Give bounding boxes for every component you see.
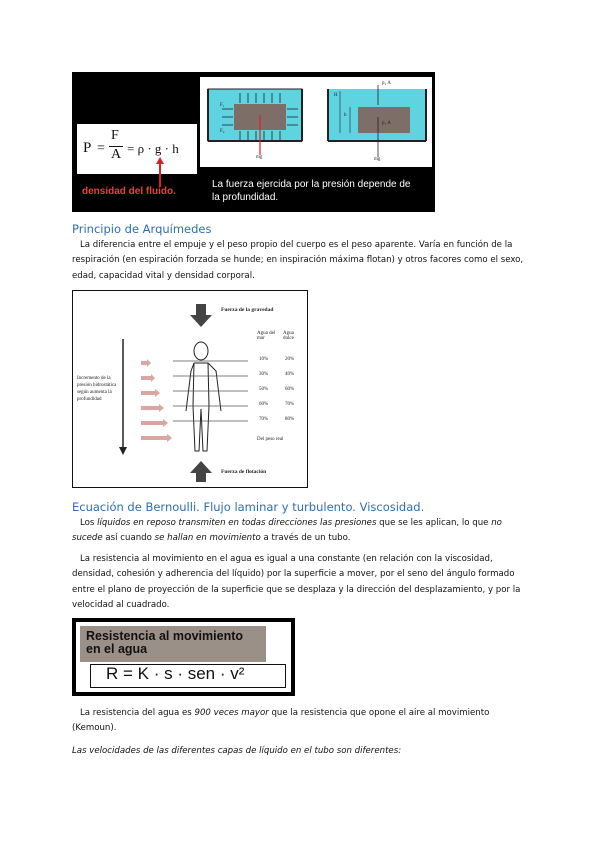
- row-sea-value: 30%: [259, 372, 269, 377]
- formula-a: A: [111, 147, 122, 162]
- tanks-diagram: [200, 77, 432, 167]
- row-fresh-value: 40%: [285, 372, 295, 377]
- resistance-formula: R = K · s · sen · v²: [106, 664, 245, 683]
- paragraph-arquimedes: La diferencia entre el empuje y el peso propio del cuerpo es el peso aparente. Varía en función de la respiración (en espiración forzada se hunde; en inspiración máxima flotan) y otros facores como el sexo, edad, capacidad vital y densidad corporal.: [72, 240, 524, 281]
- tank-left-mg: mg: [256, 155, 263, 160]
- density-label: densidad del fluido.: [82, 186, 176, 197]
- tank-right-top: p₂ A: [382, 81, 391, 86]
- tanks-panel: [200, 77, 432, 167]
- text-run: que la resistencia que opone el aire al movimiento (Kemoun).: [72, 708, 490, 734]
- paragraph-velocities: Las velocidades de las diferentes capas de líquido en el tubo son diferentes:: [72, 746, 402, 756]
- row-sea-value: 50%: [259, 387, 269, 392]
- tank-right-mg: mg: [374, 157, 381, 162]
- formula-rest: = ρ · g · h: [127, 141, 179, 156]
- tank-left-f2: F₂: [220, 129, 225, 134]
- row-sea-value: 70%: [259, 417, 269, 422]
- resistance-title: [86, 630, 243, 656]
- caption-line-1: La fuerza ejercida por la presión depende de: [212, 179, 411, 190]
- text-run: Los: [80, 518, 98, 528]
- tank-left-f1: F₁: [220, 103, 225, 108]
- paragraph-water-resistance: [72, 706, 532, 737]
- row-sea-value: 10%: [259, 357, 269, 362]
- tank-right-bottom: p₁ A: [382, 121, 391, 126]
- text-run: que se les aplican, lo que: [376, 518, 492, 528]
- real-weight-footer: Del peso real: [257, 437, 284, 442]
- fresh-water-header: Agua dulce: [283, 331, 294, 341]
- gravity-label: Fuerza de la gravedad: [221, 307, 274, 313]
- text-run-italic: líquidos en reposo transmiten en todas direcciones las presiones: [97, 518, 377, 528]
- resistance-formula-figure: [72, 618, 295, 696]
- sea-water-header: Agua del mar: [257, 331, 276, 341]
- formula-f: F: [111, 128, 119, 143]
- floatation-figure: [72, 290, 308, 488]
- pressure-formula: P = F A = ρ · g · h: [77, 124, 197, 174]
- text-run: a través de un tubo.: [260, 533, 351, 544]
- formula-p: P: [83, 140, 92, 156]
- pressure-increase-text: Incremento de la presión hidrostática según aumenta la profundidad: [77, 376, 117, 402]
- tank-right-h1: H: [334, 93, 338, 98]
- row-sea-value: 60%: [259, 402, 269, 407]
- paragraph-liquids: [72, 516, 532, 547]
- row-fresh-value: 20%: [285, 357, 295, 362]
- row-fresh-value: 70%: [285, 402, 295, 407]
- title-line-2: en el agua: [86, 642, 148, 656]
- title-line-1: Resistencia al movimiento: [86, 629, 244, 643]
- figure1-caption: [212, 178, 410, 204]
- heading-arquimedes: Principio de Arquímedes: [72, 222, 212, 236]
- row-fresh-value: 80%: [285, 417, 295, 422]
- paragraph-resistance: La resistencia al movimiento en el agua es igual a una constante (en relación con la viscosidad, densidad, cohesión y adherencia del líquido) por la superficie a mover, por el seno del ángulo formado entre el plano de proyección de la superficie que se desplaza y la dirección del desplazamiento, y por la velocidad al cuadrado.: [72, 554, 521, 611]
- text-run: así cuando: [102, 533, 155, 544]
- text-run-italic: 900 veces mayor: [194, 708, 269, 718]
- tank-right-h2: h: [344, 113, 347, 118]
- text-run: La resistencia del agua es: [80, 708, 195, 718]
- row-fresh-value: 60%: [285, 387, 295, 392]
- caption-line-2: la profundidad.: [212, 192, 279, 203]
- text-run-italic: no sucede: [72, 518, 502, 544]
- resistance-panel: [76, 622, 291, 692]
- heading-bernoulli: Ecuación de Bernoulli. Flujo laminar y turbulento. Viscosidad.: [72, 500, 425, 514]
- text-run-italic: se hallan en movimiento: [154, 533, 261, 544]
- buoyancy-label: Fuerza de flotación: [221, 469, 267, 475]
- pressure-figure: [72, 72, 435, 212]
